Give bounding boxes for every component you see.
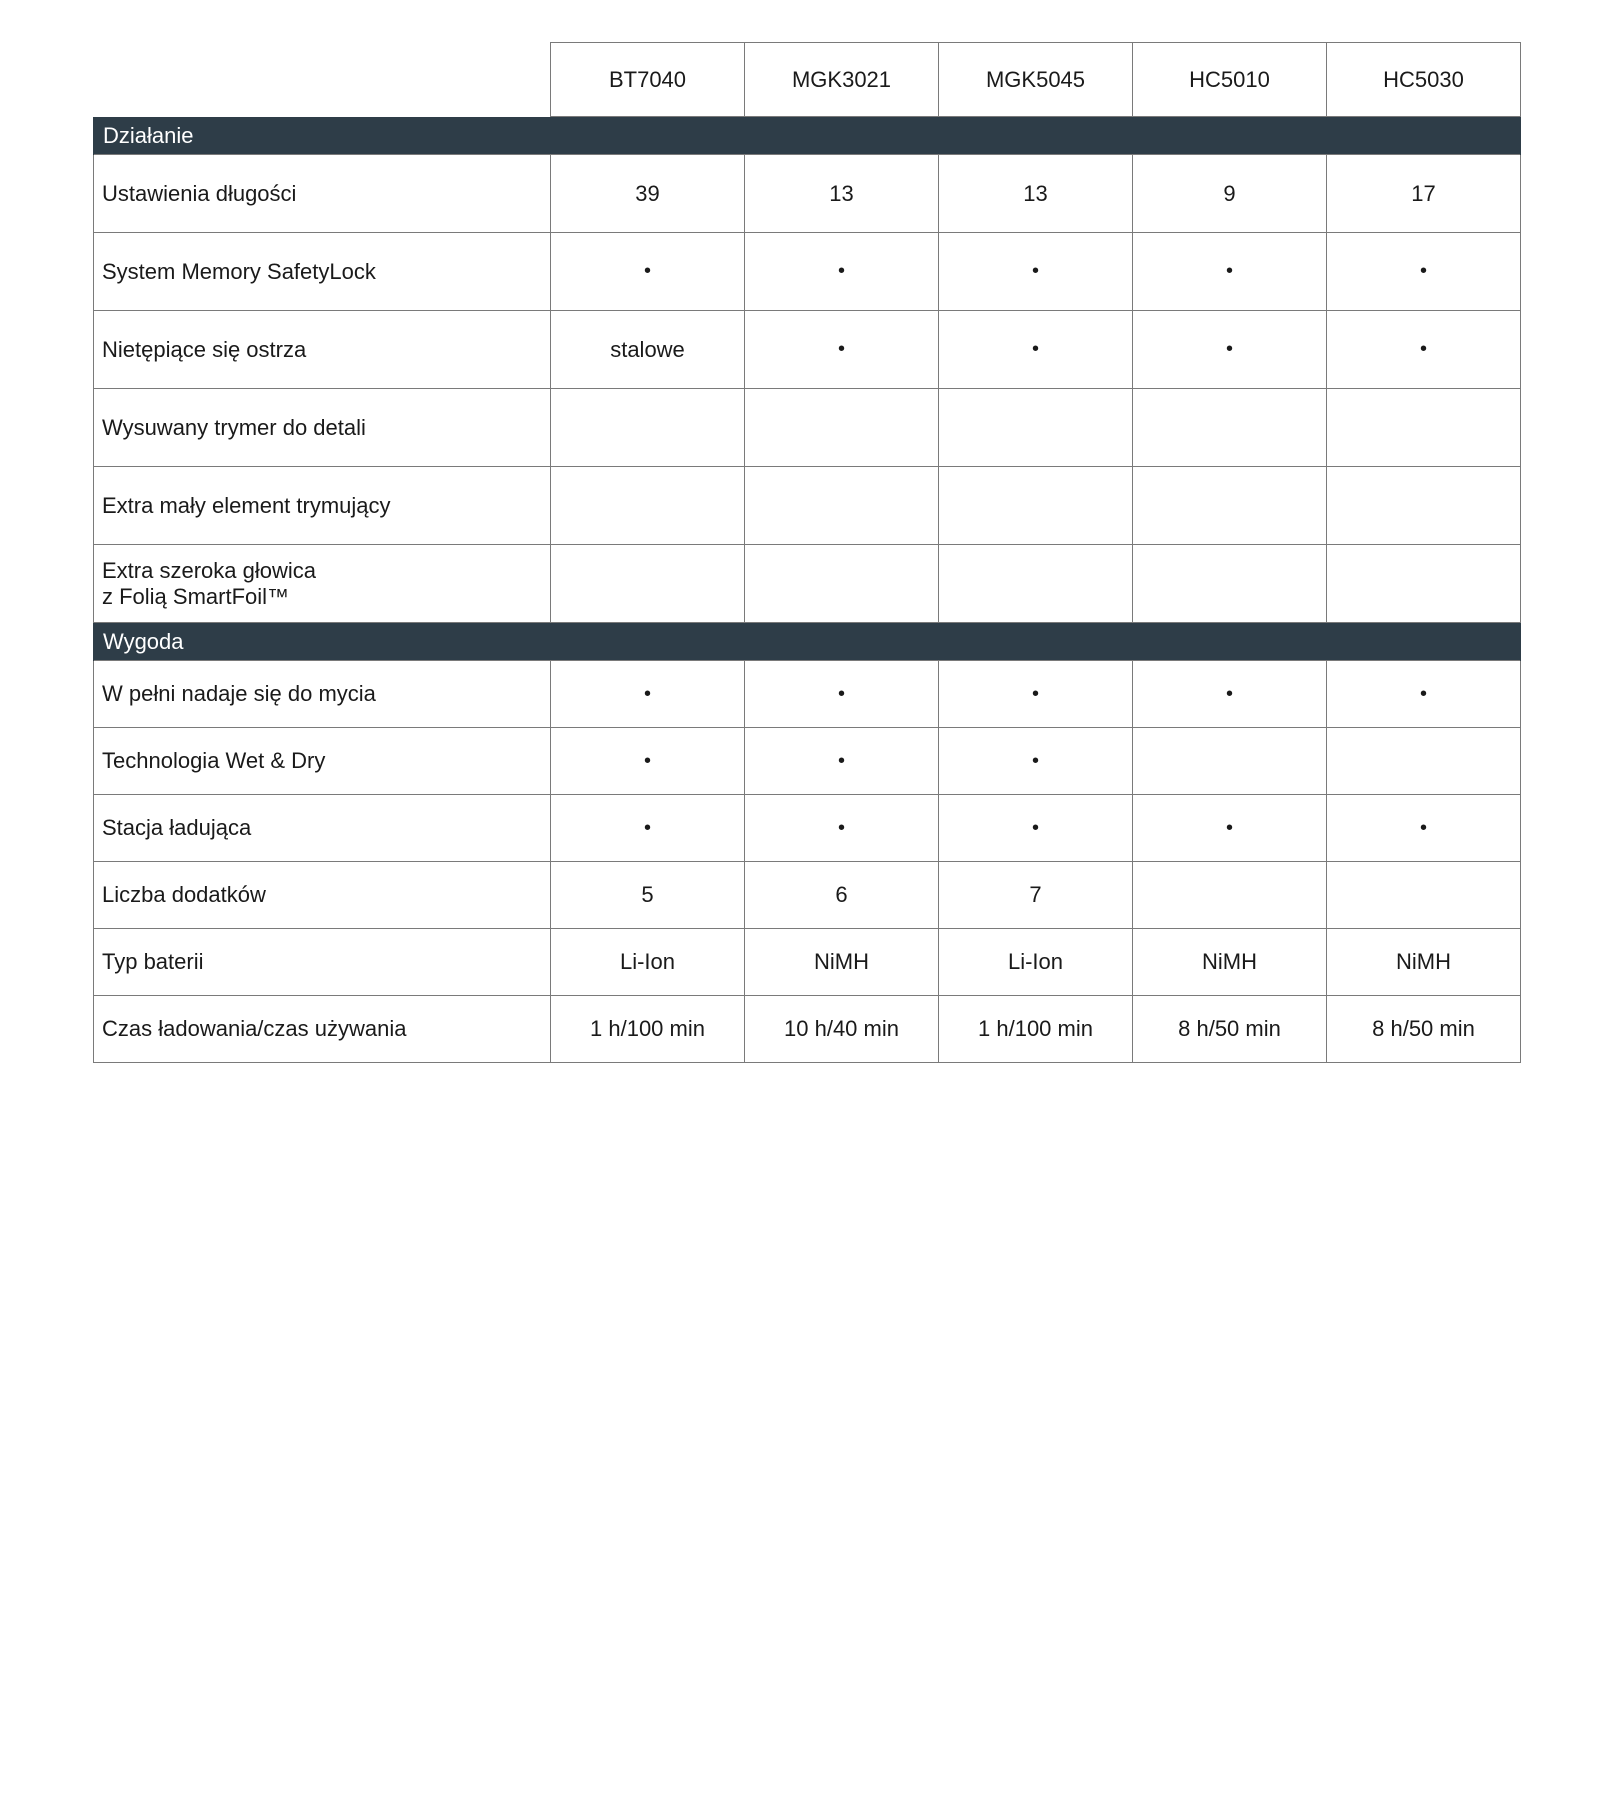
section-header-row xyxy=(94,117,1521,155)
table-row xyxy=(94,311,1521,389)
feature-value: Li-Ion xyxy=(551,929,745,996)
feature-label: Wysuwany trymer do detali xyxy=(102,414,366,440)
table-row xyxy=(94,795,1521,862)
comparison-table xyxy=(93,42,1521,1063)
feature-label: System Memory SafetyLock xyxy=(102,258,376,284)
section-title: Działanie xyxy=(94,117,1521,155)
feature-value: • xyxy=(551,728,745,795)
feature-label: Czas ładowania/czas używania xyxy=(102,1016,407,1041)
feature-value: • xyxy=(1133,795,1327,862)
feature-label: Extra mały element trymujący xyxy=(102,492,391,518)
model-header: BT7040 xyxy=(551,43,745,117)
feature-value: • xyxy=(1327,311,1521,389)
feature-value xyxy=(1327,467,1521,545)
feature-value xyxy=(551,389,745,467)
model-header-row xyxy=(94,43,1521,117)
feature-value xyxy=(939,545,1133,623)
feature-value xyxy=(1133,467,1327,545)
feature-label-cell xyxy=(94,929,551,996)
model-header: MGK5045 xyxy=(939,43,1133,117)
feature-value: NiMH xyxy=(1327,929,1521,996)
feature-value: • xyxy=(939,233,1133,311)
table-body xyxy=(94,117,1521,1063)
feature-value xyxy=(551,467,745,545)
feature-value xyxy=(1133,862,1327,929)
model-header: HC5030 xyxy=(1327,43,1521,117)
feature-value xyxy=(1327,728,1521,795)
feature-label-cell xyxy=(94,545,551,623)
header-corner xyxy=(94,43,551,117)
feature-label: Typ baterii xyxy=(102,949,204,974)
table-row xyxy=(94,862,1521,929)
feature-value: • xyxy=(1133,661,1327,728)
feature-label-cell xyxy=(94,233,551,311)
feature-value: 6 xyxy=(745,862,939,929)
feature-label: Technologia Wet & Dry xyxy=(102,748,326,773)
feature-value xyxy=(745,467,939,545)
feature-value: 10 h/40 min xyxy=(745,996,939,1063)
feature-value xyxy=(1327,862,1521,929)
feature-value xyxy=(939,389,1133,467)
feature-value: 13 xyxy=(745,155,939,233)
feature-label-cell xyxy=(94,661,551,728)
feature-label: Extra szeroka głowica z Folią SmartFoil™ xyxy=(102,557,316,609)
feature-value: Li-Ion xyxy=(939,929,1133,996)
feature-value: 1 h/100 min xyxy=(551,996,745,1063)
feature-value: • xyxy=(939,661,1133,728)
feature-value: 8 h/50 min xyxy=(1327,996,1521,1063)
section-title: Wygoda xyxy=(94,623,1521,661)
table-row xyxy=(94,389,1521,467)
feature-value: • xyxy=(939,795,1133,862)
feature-value xyxy=(1327,545,1521,623)
feature-value: 39 xyxy=(551,155,745,233)
feature-value: • xyxy=(1133,233,1327,311)
feature-value xyxy=(1133,389,1327,467)
feature-value: 17 xyxy=(1327,155,1521,233)
feature-value: • xyxy=(939,311,1133,389)
feature-value: • xyxy=(745,795,939,862)
table-row xyxy=(94,545,1521,623)
feature-label-cell xyxy=(94,728,551,795)
feature-label: Ustawienia długości xyxy=(102,180,297,206)
table-row xyxy=(94,467,1521,545)
feature-label-cell xyxy=(94,389,551,467)
feature-value: 13 xyxy=(939,155,1133,233)
feature-value: 5 xyxy=(551,862,745,929)
model-header: HC5010 xyxy=(1133,43,1327,117)
feature-label: Stacja ładująca xyxy=(102,815,252,840)
feature-value xyxy=(939,467,1133,545)
feature-label-cell xyxy=(94,862,551,929)
feature-value: 7 xyxy=(939,862,1133,929)
feature-value: • xyxy=(939,728,1133,795)
table-row xyxy=(94,728,1521,795)
feature-label-cell xyxy=(94,467,551,545)
feature-value: • xyxy=(551,233,745,311)
feature-value xyxy=(1327,389,1521,467)
feature-label-cell xyxy=(94,311,551,389)
table-row xyxy=(94,155,1521,233)
feature-value: stalowe xyxy=(551,311,745,389)
feature-value xyxy=(745,389,939,467)
feature-value: 9 xyxy=(1133,155,1327,233)
feature-value: 8 h/50 min xyxy=(1133,996,1327,1063)
feature-label: W pełni nadaje się do mycia xyxy=(102,681,376,706)
feature-value: • xyxy=(1133,311,1327,389)
table-row xyxy=(94,929,1521,996)
table-row xyxy=(94,233,1521,311)
feature-label-cell xyxy=(94,155,551,233)
feature-label-cell xyxy=(94,996,551,1063)
feature-value: • xyxy=(745,728,939,795)
feature-value: • xyxy=(551,661,745,728)
feature-value: • xyxy=(1327,661,1521,728)
feature-value: • xyxy=(745,311,939,389)
feature-value xyxy=(1133,545,1327,623)
feature-value: • xyxy=(1327,795,1521,862)
feature-value: NiMH xyxy=(745,929,939,996)
feature-value: NiMH xyxy=(1133,929,1327,996)
feature-value: 1 h/100 min xyxy=(939,996,1133,1063)
feature-value xyxy=(1133,728,1327,795)
feature-value: • xyxy=(551,795,745,862)
feature-label: Nietępiące się ostrza xyxy=(102,336,307,362)
section-header-row xyxy=(94,623,1521,661)
table-row xyxy=(94,661,1521,728)
feature-label: Liczba dodatków xyxy=(102,882,266,907)
feature-label-cell xyxy=(94,795,551,862)
table-row xyxy=(94,996,1521,1063)
feature-value: • xyxy=(745,233,939,311)
model-header: MGK3021 xyxy=(745,43,939,117)
feature-value: • xyxy=(745,661,939,728)
feature-value xyxy=(551,545,745,623)
feature-value: • xyxy=(1327,233,1521,311)
feature-value xyxy=(745,545,939,623)
